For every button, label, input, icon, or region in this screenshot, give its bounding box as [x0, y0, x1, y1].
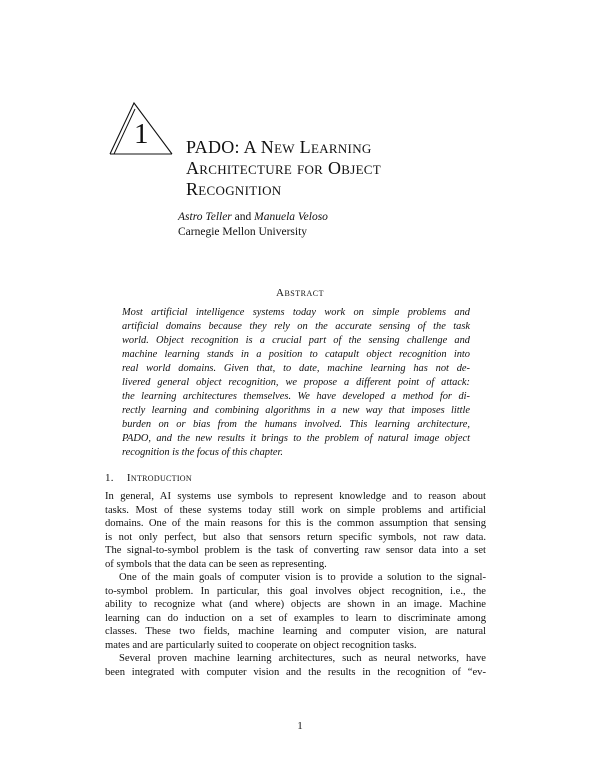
section-number: 1. — [105, 472, 114, 484]
body-line: learning can do induction on a set of examples to learn to discriminate among — [105, 612, 486, 624]
author-affiliation: Carnegie Mellon University — [178, 226, 308, 238]
body-line: In general, AI systems use symbols to represent knowledge and to reason about — [105, 491, 486, 502]
paper-title — [186, 137, 516, 200]
title-line: PADO: A New Learning — [186, 137, 372, 157]
abstract-line: real world domains. Given that, to date, machine learning has not de- — [122, 363, 470, 374]
body-line: domains. One of the main reasons for this is the common assumption that sensing — [105, 518, 486, 529]
body-line: Several proven machine learning architectures, such as neural networks, have — [119, 653, 486, 664]
section-body — [105, 490, 486, 679]
abstract-heading: Abstract — [276, 287, 324, 299]
abstract-line: the learning architectures themselves. We have developed a method for di- — [122, 391, 470, 402]
abstract-line: PADO, and the new results it brings to the problem of natural image object — [122, 433, 470, 444]
body-line: been integrated with computer vision and the results in the recognition of “ev- — [105, 666, 486, 678]
body-line: The signal-to-symbol problem is the task of converting raw sensor data into a set — [105, 545, 486, 556]
body-line: to-symbol problem. In particular, this goal involves object recognition, i.e., the — [105, 585, 486, 597]
title-line: Architecture for Object — [186, 158, 382, 178]
body-line: tasks. Most of these systems today still work on simple problems and artificial — [105, 504, 486, 516]
body-line: One of the main goals of computer vision is to provide a solution to the signal- — [119, 572, 486, 583]
abstract-line: Most artificial intelligence systems today work on simple problems and — [122, 307, 470, 318]
author-name: Astro Teller — [178, 211, 232, 223]
body-line: is not only perfect, but also that sensors return specific symbols, not raw data. — [105, 531, 486, 543]
abstract-line: burden on or bias from the humans involved. This learning architecture, — [122, 419, 470, 430]
abstract-line: artificial domains because they rely on the accurate sensing of the task — [122, 321, 470, 332]
abstract-line: rectly learning and combining algorithms in a new way that imposes little — [122, 405, 470, 416]
author-name: Manuela Veloso — [254, 211, 328, 223]
title-line: Recognition — [186, 179, 282, 199]
author-line — [178, 210, 328, 224]
author-conjunction: and — [234, 211, 252, 223]
abstract-line: livered general object recognition, we propose a different point of attack: — [122, 377, 470, 388]
section-title: Introduction — [126, 472, 192, 484]
body-line: ability to recognize what (and where) objects are shown in an image. Machine — [105, 599, 486, 610]
body-line: classes. These two fields, machine learning and computer vision, are natural — [105, 626, 486, 637]
section-heading — [105, 472, 192, 484]
body-line: mates and are particularly suited to cooperate on object recognition tasks. — [105, 639, 417, 651]
chapter-number: 1 — [134, 118, 149, 150]
abstract-body — [122, 306, 470, 460]
body-line: of symbols that the data can be seen as representing. — [105, 558, 327, 570]
abstract-line: world. Object recognition is a crucial part of the sensing challenge and — [122, 335, 470, 346]
abstract-line: machine learning stands in a position to catapult object recognition into — [122, 349, 470, 360]
page-number: 1 — [297, 720, 303, 732]
abstract-line: recognition is the focus of this chapter. — [122, 447, 283, 458]
